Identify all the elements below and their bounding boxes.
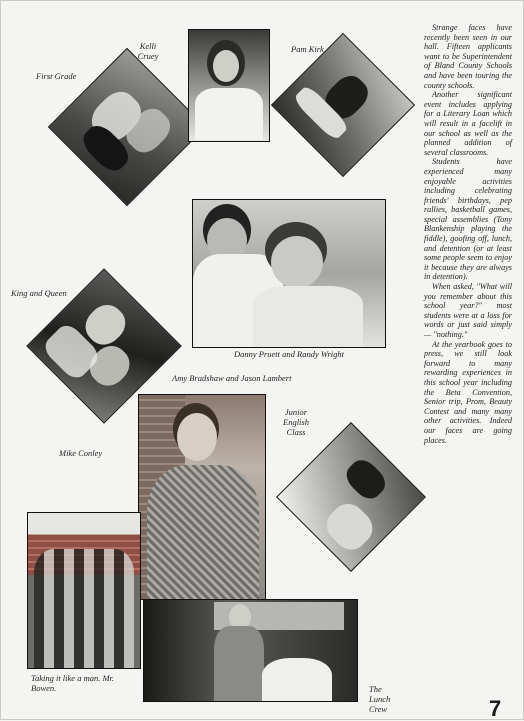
story-paragraph: Students have experienced many enjoyable activities including celebrating friends' birthdays, pep rallies, basketball games, special assemblies (Tony Blankenship playing the fiddle), goofing off, lunch, and detention (or at least some people seem to enjoy it because they are always in detention). bbox=[424, 157, 512, 282]
caption-junior-english: Junior English Class bbox=[283, 407, 309, 437]
caption-amy-jason: Amy Bradshaw and Jason Lambert bbox=[172, 373, 292, 383]
caption-mike: Mike Conley bbox=[59, 448, 103, 458]
kelli-photo bbox=[188, 29, 270, 142]
caption-kelli: Kelli Cruey bbox=[137, 41, 159, 61]
story-column bbox=[424, 23, 512, 445]
story-paragraph: At the yearbook goes to press, we still look forward to many rewarding experiences in this school year including the Beta Convention, Senior trip, Prom, Beauty Contest and many many other activities. Indeed our faces are going places. bbox=[424, 339, 512, 445]
mr-bowen-photo bbox=[27, 512, 141, 669]
danny-randy-photo bbox=[192, 199, 386, 348]
caption-bowen: Taking it like a man. Mr. Bowen. bbox=[31, 673, 115, 693]
caption-first-grade: First Grade bbox=[36, 71, 77, 81]
caption-king-queen: King and Queen bbox=[11, 288, 67, 298]
story-paragraph: Strange faces have recently been seen in our hall. Fifteen applicants want to be Superintendent of Bland County Schools and have been touring the county schools. bbox=[424, 23, 512, 90]
mike-conley-photo bbox=[138, 394, 266, 600]
pam-kirk-photo bbox=[271, 33, 415, 177]
junior-english-photo bbox=[276, 422, 426, 572]
lunch-crew-photo bbox=[143, 599, 358, 702]
caption-pam: Pam Kirk bbox=[291, 44, 324, 54]
story-paragraph: When asked, "What will you remember about this school year?" most students were at a loss for words or just said simply — "nothing." bbox=[424, 282, 512, 339]
caption-lunch-crew: The Lunch Crew bbox=[369, 684, 391, 714]
story-paragraph: Another significant event includes applying for a Literary Loan which will result in a facelift in our school as well as the planned addition of several classrooms. bbox=[424, 90, 512, 157]
page-number: 7 bbox=[489, 696, 502, 721]
caption-danny-randy: Danny Pruett and Randy Wright bbox=[234, 349, 345, 359]
